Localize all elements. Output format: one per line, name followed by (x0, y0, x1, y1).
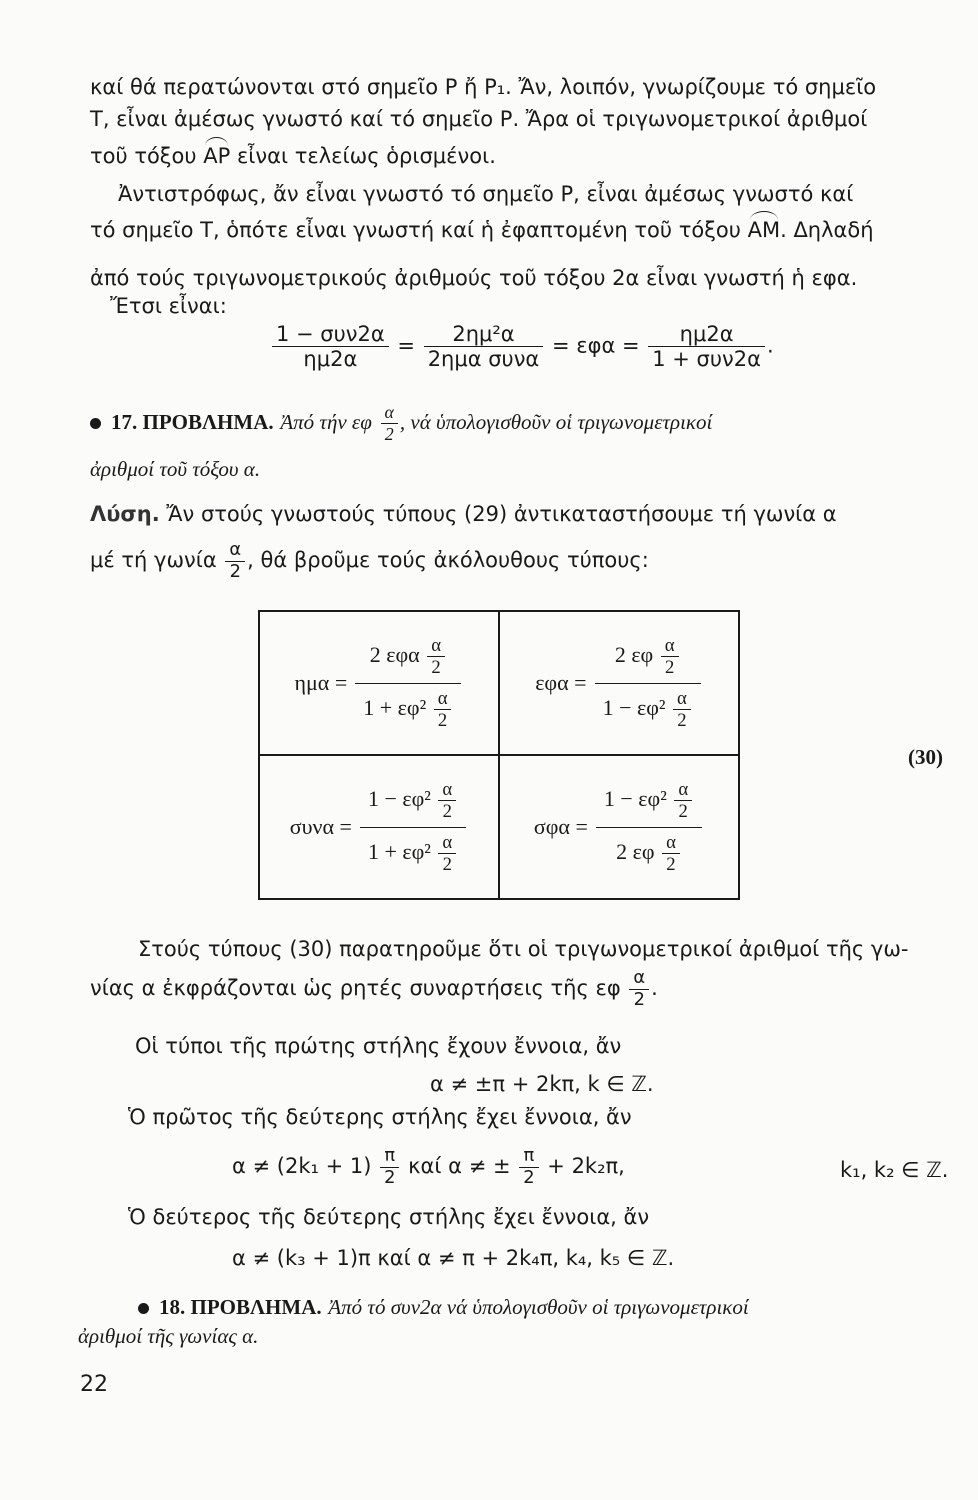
after-line-6-b: καί α ≠ ± (408, 1154, 511, 1179)
after-line-6-c: + 2k₂π, (547, 1154, 625, 1179)
problem-17-frac-num: α (381, 402, 398, 424)
problem-17 (90, 402, 960, 444)
text-line-5 (90, 216, 960, 244)
formula-cot-frac (596, 775, 702, 880)
after-line-2-frac-num: α (629, 968, 649, 990)
formula-cot-num-2: 2 (678, 801, 688, 822)
formula-cos-den-a: α (438, 832, 456, 855)
formula-tan-num: 2 εφ (614, 641, 659, 667)
fraction-2-den: 2ημα συνα (427, 347, 540, 372)
text-line-2: Τ, εἶναι ἀμέσως γνωστό καί τό σημεῖο Ρ. Ἄρα οἱ τριγωνομετρικοί ἀριθμοί (90, 107, 868, 131)
after-line-6-frac-1 (380, 1146, 399, 1188)
formula-cos (259, 755, 499, 899)
formula-tan-lhs: εφα = (535, 670, 587, 695)
equals-sign: = (397, 333, 415, 358)
formula-cot (499, 755, 739, 899)
after-line-2-a: νίας α ἐκφράζονται ὡς ρητές συναρτήσεις τῆς εφ (90, 976, 621, 1001)
after-line-2 (90, 968, 960, 1010)
after-line-2-b: . (651, 976, 658, 1001)
fraction-1-den: ημ2α (303, 347, 358, 372)
text-line-3-a: τοῦ τόξου (90, 144, 197, 168)
after-line-6-d: k₁, k₂ ∈ ℤ. (840, 1158, 949, 1182)
formula-cos-frac (360, 775, 466, 880)
fraction-1-num: 1 − συν2α (272, 322, 389, 347)
fraction-3 (648, 322, 765, 371)
formula-cos-num: 1 − εφ² (367, 785, 437, 811)
formula-tan (499, 611, 739, 755)
formula-sin (259, 611, 499, 755)
bullet-icon (138, 1303, 149, 1314)
problem-18-text-b: ἀριθμοί τῆς γωνίας α. (78, 1324, 259, 1348)
fraction-3-den: 1 + συν2α (652, 347, 761, 372)
text-line-1: καί θά περατώνονται στό σημεῖο Ρ ἤ Ρ₁. Ἄν, λοιπόν, γνωρίζουμε τό σημεῖο (90, 75, 877, 99)
text-line-6: ἀπό τούς τριγωνομετρικούς ἀριθμούς τοῦ τόξου 2α εἶναι γνωστή ἡ εφα. (90, 266, 858, 290)
formula-sin-den-a: α (434, 688, 452, 711)
formula-cos-lhs: συνα = (289, 814, 352, 839)
after-line-5: Ὁ πρῶτος τῆς δεύτερης στήλης ἔχει ἔννοια, ἄν (128, 1105, 632, 1129)
text-line-3 (90, 142, 960, 170)
problem-17-text-a: Ἀπό τήν εφ (280, 410, 372, 435)
after-line-6-frac-2-num: π (519, 1146, 538, 1168)
formula-cot-num: 1 − εφ² (603, 785, 673, 811)
after-line-6-frac-2-den: 2 (523, 1166, 535, 1188)
after-line-6-frac-1-num: π (380, 1146, 399, 1168)
bullet-icon (90, 418, 101, 429)
after-line-2-frac-den: 2 (633, 988, 645, 1010)
formula-tan-num-a: α (661, 635, 679, 658)
formula-table (258, 610, 740, 900)
fraction-3-num: ημ2α (648, 322, 765, 347)
formula-cot-den-a: α (662, 832, 680, 855)
fraction-1 (272, 322, 389, 371)
solution-text-a: Ἄν στούς γνωστούς τύπους (29) ἀντικαταστήσουμε τή γωνία α (166, 502, 837, 526)
equation-identity (270, 322, 978, 371)
formula-sin-num-a: α (427, 635, 445, 658)
after-line-6-frac-2 (519, 1146, 538, 1188)
arc-ap: ΑΡ (203, 144, 231, 168)
formula-sin-frac (355, 631, 461, 736)
formula-sin-lhs: ημα = (294, 670, 348, 695)
solution-label: Λύση. (90, 502, 160, 526)
formula-sin-den: 1 + εφ² (363, 694, 432, 720)
equation-period: . (766, 333, 774, 358)
solution-line-2 (90, 540, 960, 582)
formula-sin-num: 2 εφα (369, 641, 426, 667)
solution-frac-den: 2 (229, 560, 241, 582)
formula-cos-den: 1 + εφ² (367, 838, 437, 864)
after-line-1: Στούς τύπους (30) παρατηροῦμε ὅτι οἱ τριγωνομετρικοί ἀριθμοί τῆς γω- (138, 937, 909, 961)
formula-cos-den-2: 2 (442, 854, 452, 875)
problem-17-text-b: , νά ὑπολογισθοῦν οἱ τριγωνομετρικοί (399, 410, 713, 435)
after-line-2-frac (629, 968, 649, 1010)
text-line-5-b: . Δηλαδή (780, 218, 874, 242)
problem-17-number: 17. ΠΡΟΒΛΗΜΑ. (111, 410, 274, 435)
problem-18-number: 18. ΠΡΟΒΛΗΜΑ. (159, 1295, 322, 1319)
fraction-2-num: 2ημ²α (424, 322, 544, 347)
after-line-6-frac-1-den: 2 (384, 1166, 396, 1188)
problem-18-text-a: Ἀπό τό συν2α νά ὑπολογισθοῦν οἱ τριγωνομετρικοί (328, 1295, 749, 1319)
formula-tan-den: 1 − εφ² (602, 694, 672, 720)
page-number: 22 (80, 1372, 108, 1397)
formula-tan-num-2: 2 (664, 657, 675, 678)
formula-sin-num-2: 2 (431, 657, 441, 678)
solution-text-c: , θά βροῦμε τούς ἀκόλουθους τύπους: (247, 548, 649, 573)
problem-18 (138, 1293, 978, 1321)
text-line-7: Ἔτσι εἶναι: (110, 294, 227, 318)
problem-17-frac (381, 402, 398, 444)
after-line-7: Ὁ δεύτερος τῆς δεύτερης στήλης ἔχει ἔννοια, ἄν (128, 1205, 650, 1229)
formula-cos-num-a: α (438, 779, 456, 802)
problem-17-frac-den: 2 (384, 423, 394, 444)
solution-line-1 (90, 500, 960, 528)
formula-cot-den: 2 εφ (616, 838, 661, 864)
after-line-4: α ≠ ±π + 2kπ, k ∈ ℤ. (430, 1072, 654, 1096)
after-line-8: α ≠ (k₃ + 1)π καί α ≠ π + 2k₄π, k₄, k₅ ∈ ℤ. (232, 1246, 675, 1270)
after-line-6-a: α ≠ (2k₁ + 1) (232, 1154, 372, 1179)
solution-frac-num: α (225, 540, 245, 562)
after-line-3: Οἱ τύποι τῆς πρώτης στήλης ἔχουν ἔννοια, ἄν (135, 1034, 622, 1058)
arc-am: ΑΜ (747, 218, 781, 242)
text-line-5-a: τό σημεῖο Τ, ὁπότε εἶναι γνωστή καί ἡ ἐφαπτομένη τοῦ τόξου (90, 218, 741, 242)
formula-cot-lhs: σφα = (533, 814, 588, 839)
formula-tan-den-a: α (673, 688, 691, 711)
solution-text-b: μέ τή γωνία (90, 548, 217, 573)
formula-sin-den-2: 2 (437, 710, 448, 731)
text-line-4: Ἀντιστρόφως, ἄν εἶναι γνωστό τό σημεῖο Ρ, εἶναι ἀμέσως γνωστό καί (118, 182, 854, 206)
text-line-3-b: εἶναι τελείως ὁρισμένοι. (236, 144, 496, 168)
problem-17-text-c: ἀριθμοί τοῦ τόξου α. (90, 457, 261, 481)
formula-cot-den-2: 2 (666, 854, 676, 875)
equals-tan: = εφα = (551, 333, 640, 358)
formula-tan-den-2: 2 (677, 710, 687, 731)
fraction-2 (424, 322, 544, 371)
table-label: (30) (908, 745, 943, 769)
formula-tan-frac (595, 631, 701, 736)
formula-cot-num-a: α (674, 779, 692, 802)
solution-frac (225, 540, 245, 582)
formula-cos-num-2: 2 (442, 801, 452, 822)
